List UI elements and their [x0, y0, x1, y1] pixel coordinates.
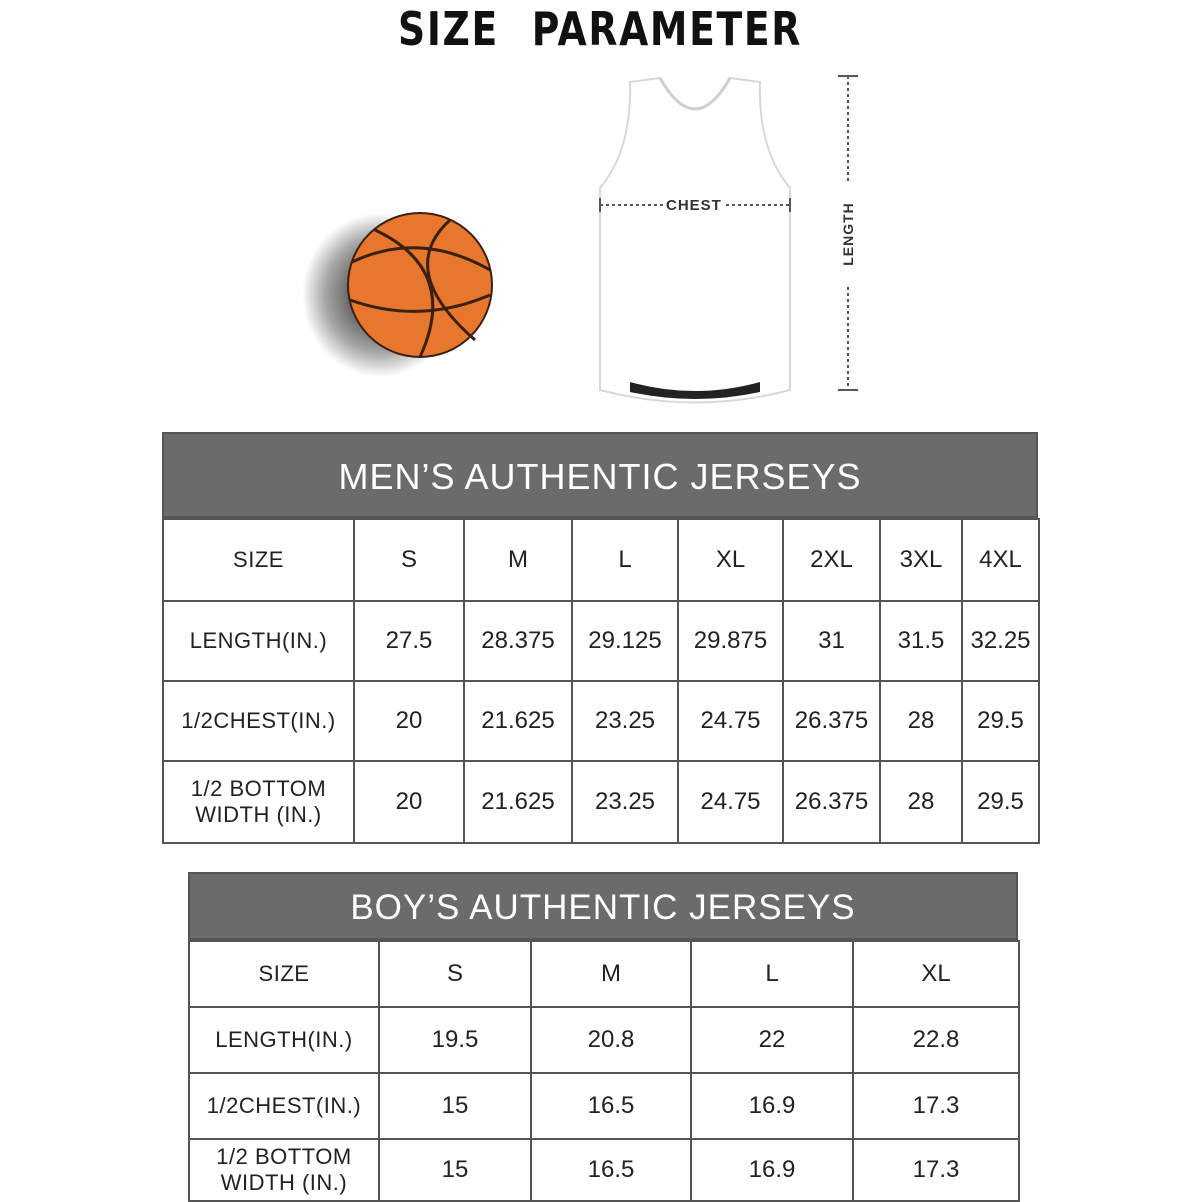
row-label: 1/2 BOTTOM WIDTH (IN.): [189, 1139, 379, 1201]
table-cell: 23.25: [572, 761, 678, 843]
table-cell: 27.5: [354, 601, 464, 681]
table-cell: 16.9: [691, 1139, 853, 1201]
table-cell: 20.8: [531, 1007, 691, 1073]
table-cell: 22: [691, 1007, 853, 1073]
men-size-table: [162, 432, 1038, 844]
table-cell: 19.5: [379, 1007, 531, 1073]
table-row: [189, 1139, 1019, 1201]
table-cell: 26.375: [783, 761, 880, 843]
page-title: SIZE PARAMETER: [398, 2, 802, 56]
table-cell: 22.8: [853, 1007, 1019, 1073]
table-cell: 16.5: [531, 1073, 691, 1139]
jersey-outline-icon: [590, 70, 800, 405]
table-row: [163, 681, 1039, 761]
table-cell: 16.9: [691, 1073, 853, 1139]
table-row: [189, 941, 1019, 1007]
table-cell: 29.5: [962, 761, 1039, 843]
header-cell: M: [531, 941, 691, 1007]
table-cell: 17.3: [853, 1139, 1019, 1201]
table-cell: 29.875: [678, 601, 783, 681]
table-row: [163, 601, 1039, 681]
table-cell: 15: [379, 1139, 531, 1201]
table-cell: 21.625: [464, 761, 572, 843]
table-cell: 24.75: [678, 681, 783, 761]
men-table-title: MEN’S AUTHENTIC JERSEYS: [162, 432, 1038, 518]
table-cell: 31.5: [880, 601, 962, 681]
table-cell: 28: [880, 681, 962, 761]
table-cell: 29.5: [962, 681, 1039, 761]
header-cell: 3XL: [880, 519, 962, 601]
table-cell: 20: [354, 681, 464, 761]
boy-table-title: BOY’S AUTHENTIC JERSEYS: [188, 872, 1018, 940]
header-cell: XL: [853, 941, 1019, 1007]
table-cell: 23.25: [572, 681, 678, 761]
table-cell: 28.375: [464, 601, 572, 681]
table-cell: 16.5: [531, 1139, 691, 1201]
table-cell: 20: [354, 761, 464, 843]
header-cell: L: [691, 941, 853, 1007]
row-label: LENGTH(IN.): [189, 1007, 379, 1073]
header-cell: 4XL: [962, 519, 1039, 601]
boy-size-table: [188, 872, 1018, 1202]
row-label: 1/2 BOTTOM WIDTH (IN.): [163, 761, 354, 843]
boy-size-grid: [188, 940, 1020, 1202]
header-cell: S: [354, 519, 464, 601]
table-row: [163, 519, 1039, 601]
table-cell: 29.125: [572, 601, 678, 681]
table-cell: 17.3: [853, 1073, 1019, 1139]
header-cell: M: [464, 519, 572, 601]
table-row: [163, 761, 1039, 843]
table-cell: 32.25: [962, 601, 1039, 681]
table-row: [189, 1073, 1019, 1139]
chest-label: CHEST: [666, 197, 722, 214]
header-cell: 2XL: [783, 519, 880, 601]
table-row: [189, 1007, 1019, 1073]
header-cell: L: [572, 519, 678, 601]
table-cell: 31: [783, 601, 880, 681]
men-size-grid: [162, 518, 1040, 844]
header-cell: XL: [678, 519, 783, 601]
row-label: 1/2CHEST(IN.): [163, 681, 354, 761]
header-cell: SIZE: [163, 519, 354, 601]
length-label: LENGTH: [840, 184, 856, 284]
table-cell: 21.625: [464, 681, 572, 761]
row-label: 1/2CHEST(IN.): [189, 1073, 379, 1139]
table-cell: 26.375: [783, 681, 880, 761]
basketball-icon: [300, 200, 510, 380]
header-cell: S: [379, 941, 531, 1007]
table-cell: 28: [880, 761, 962, 843]
table-cell: 15: [379, 1073, 531, 1139]
table-cell: 24.75: [678, 761, 783, 843]
row-label: LENGTH(IN.): [163, 601, 354, 681]
header-cell: SIZE: [189, 941, 379, 1007]
